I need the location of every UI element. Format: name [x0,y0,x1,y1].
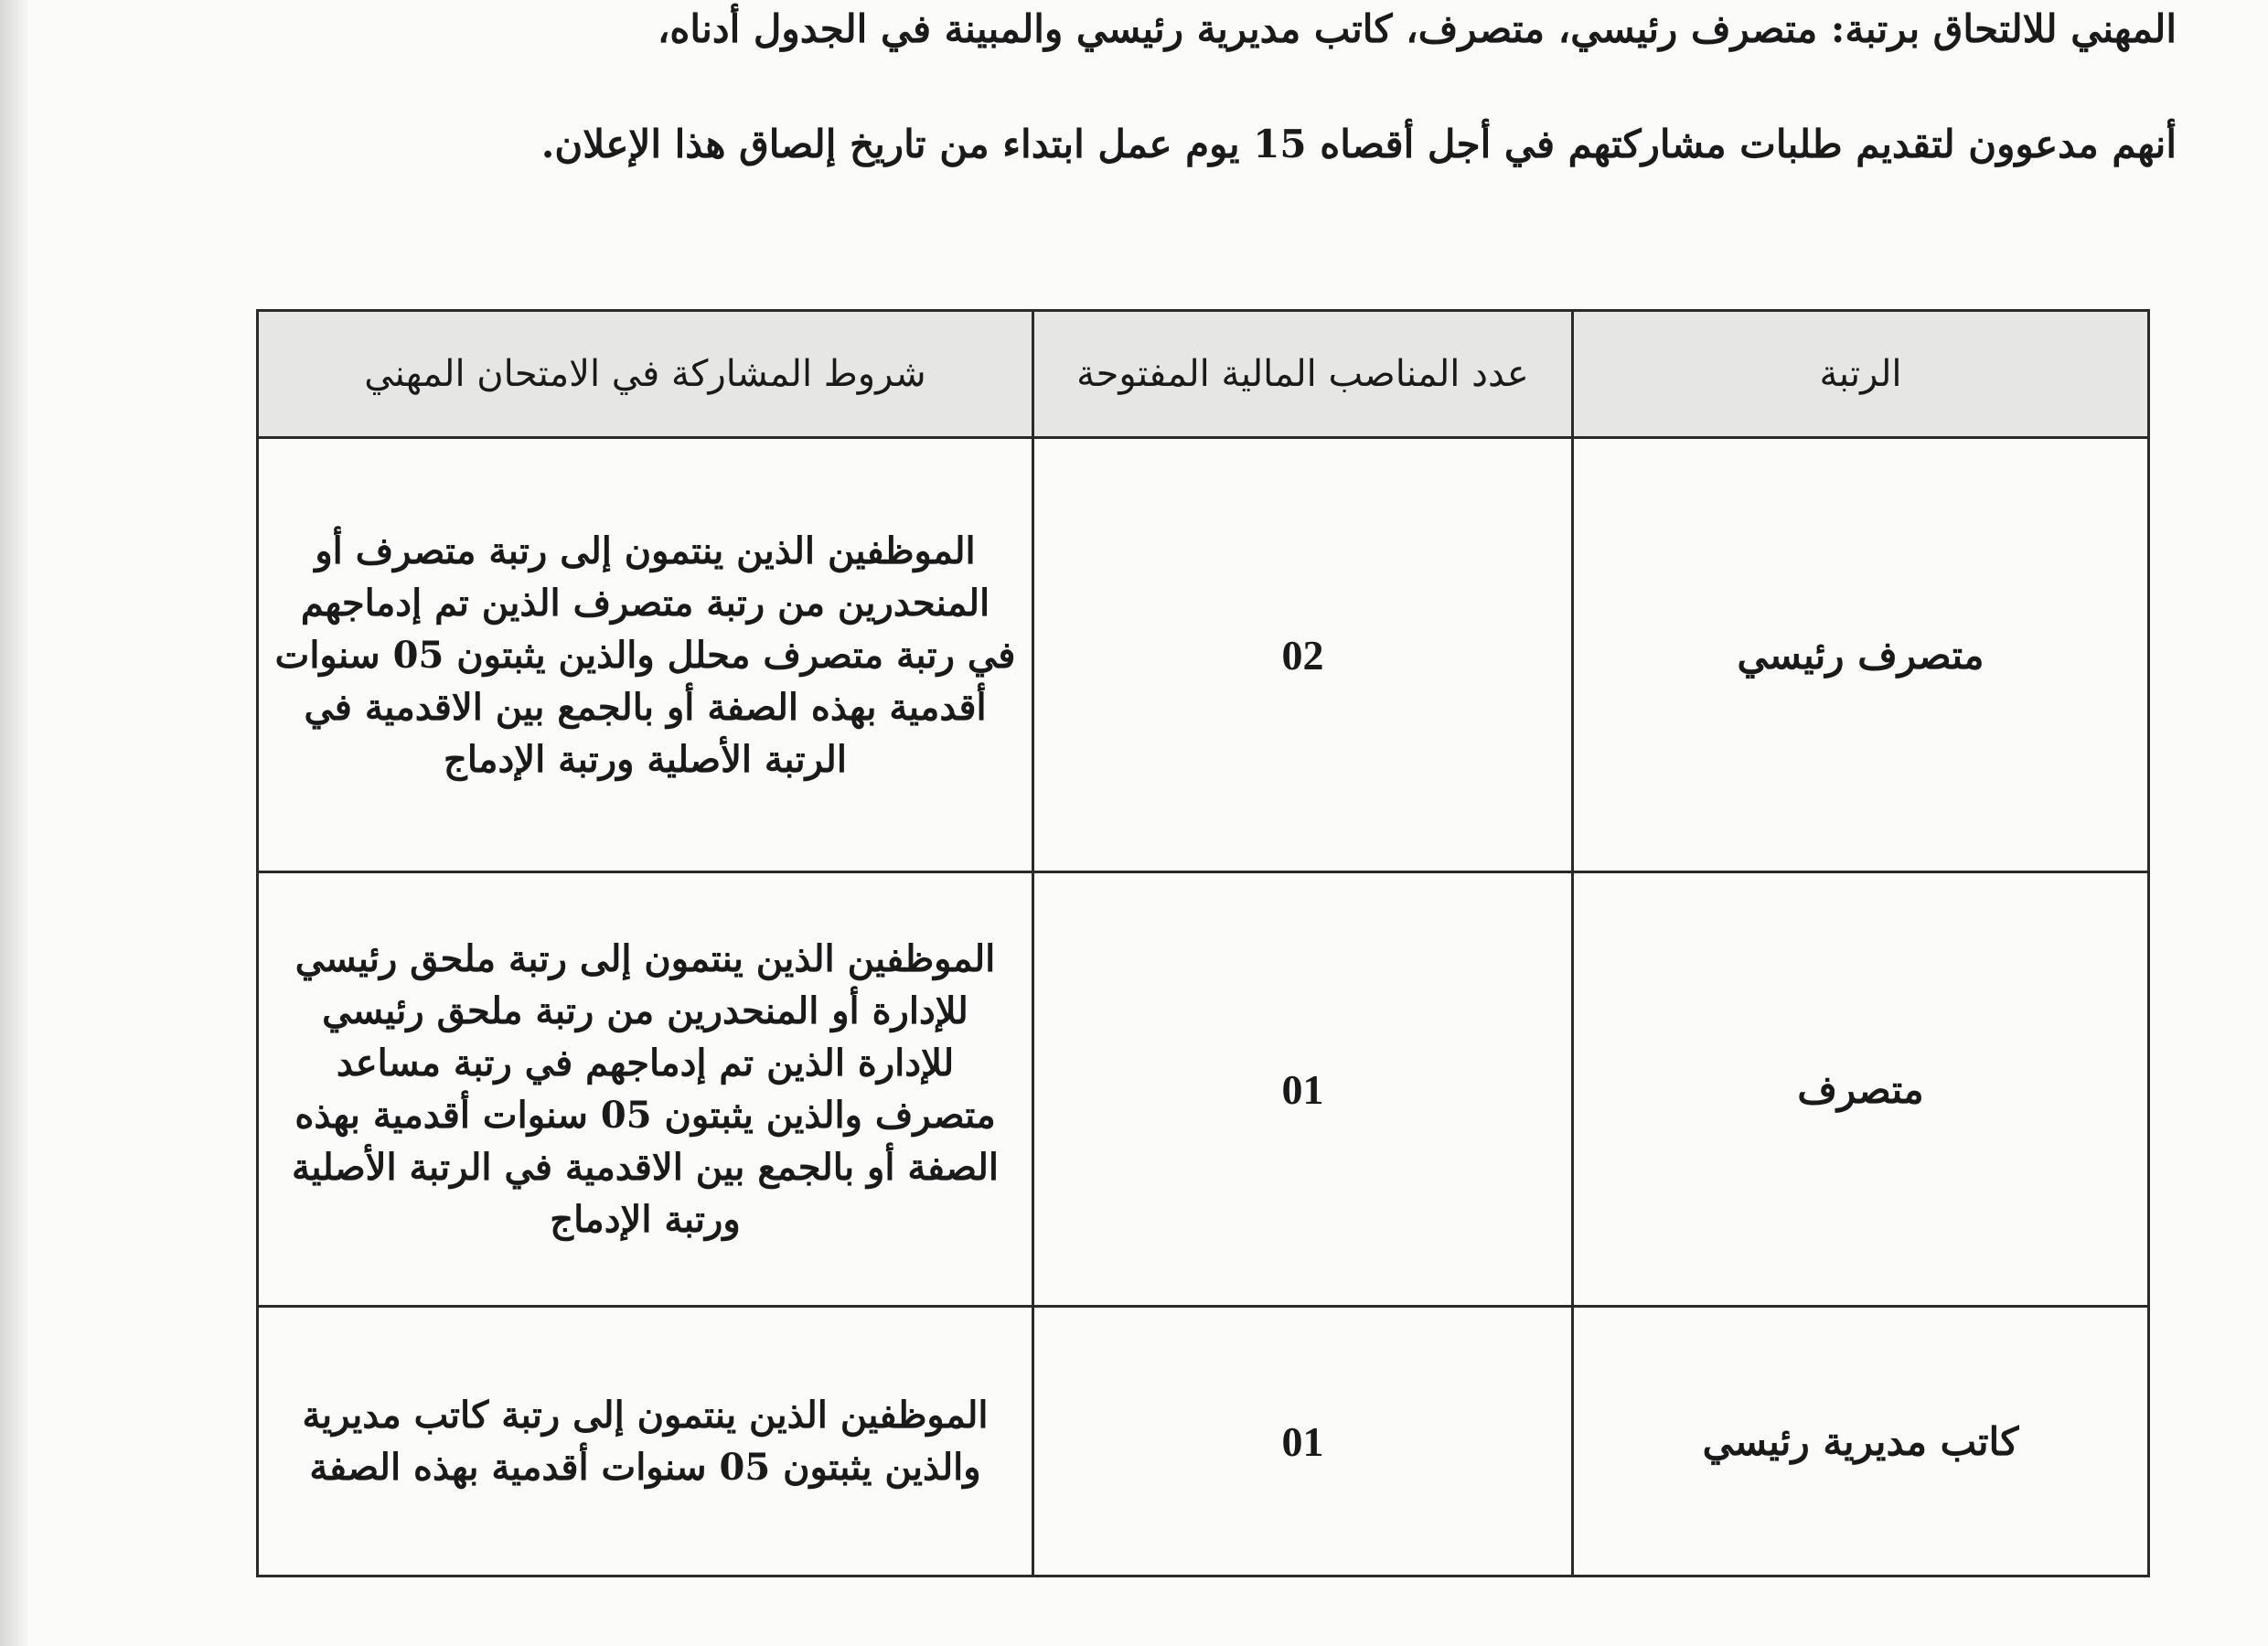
row-conditions: الموظفين الذين ينتمون إلى رتبة متصرف أو المنحدرين من رتبة متصرف الذين تم إدماجهم في رتبة متصرف محلل والذين يثبتون 05 سنوات أقدمية بهذه الصفة أو بالجمع بين الاقدمية في الرتبة الأصلية ورتبة الإدماج [258,438,1033,872]
intro-line-2: أنهم مدعوون لتقديم طلبات مشاركتهم في أجل أقصاه 15 يوم عمل ابتداء من تاريخ إلصاق هذا الإعلان. [540,122,2177,166]
row-grade: كاتب مديرية رئيسي [1573,1307,2149,1577]
table-header-row [258,311,2149,438]
table-row [258,1307,2149,1577]
row-positions-count: 01 [1033,1307,1573,1577]
table-row [258,872,2149,1307]
header-conditions: شروط المشاركة في الامتحان المهني [258,311,1033,438]
row-conditions: الموظفين الذين ينتمون إلى رتبة ملحق رئيسي للإدارة أو المنحدرين من رتبة ملحق رئيسي للإدارة الذين تم إدماجهم في رتبة مساعد متصرف والذين يثبتون 05 سنوات أقدمية بهذه الصفة أو بالجمع بين الاقدمية في الرتبة الأصلية ورتبة الإدماج [258,872,1033,1307]
grades-table [256,309,2150,1577]
row-positions-count: 01 [1033,872,1573,1307]
page-edge-shadow [0,0,27,1646]
row-grade: متصرف [1573,872,2149,1307]
row-grade: متصرف رئيسي [1573,438,2149,872]
header-open-positions: عدد المناصب المالية المفتوحة [1033,311,1573,438]
table-row [258,438,2149,872]
intro-line-1: المهني للالتحاق برتبة: متصرف رئيسي، متصرف، كاتب مديرية رئيسي والمبينة في الجدول أدناه، [657,6,2177,51]
row-conditions: الموظفين الذين ينتمون إلى رتبة كاتب مديرية والذين يثبتون 05 سنوات أقدمية بهذه الصفة [258,1307,1033,1577]
header-grade: الرتبة [1573,311,2149,438]
row-positions-count: 02 [1033,438,1573,872]
